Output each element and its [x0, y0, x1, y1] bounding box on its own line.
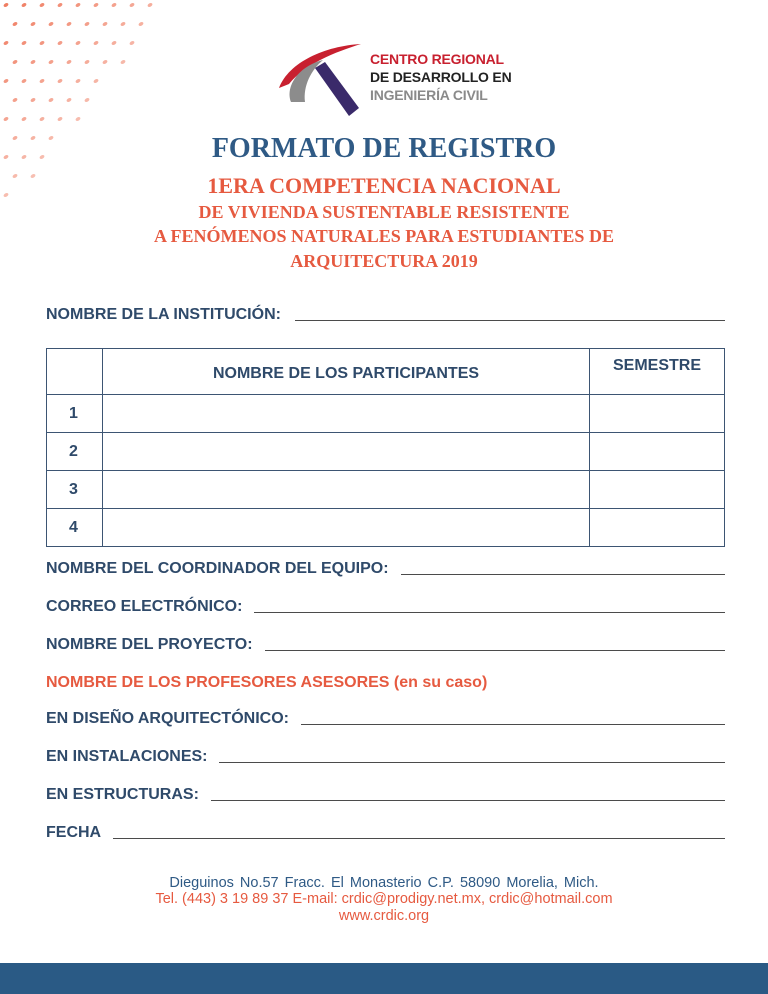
- decorative-dot: [39, 40, 45, 46]
- installations-advisor-field: [46, 748, 725, 766]
- decorative-dot: [147, 2, 153, 8]
- email-input-line[interactable]: [254, 612, 725, 613]
- date-field: [46, 824, 725, 842]
- footer-bar: [0, 963, 768, 994]
- decorative-dot: [48, 21, 54, 27]
- logo-line-1: CENTRO REGIONAL: [370, 51, 504, 67]
- decorative-dot: [3, 2, 9, 8]
- decorative-dot: [111, 40, 117, 46]
- installations-advisor-label: EN INSTALACIONES:: [46, 748, 208, 765]
- decorative-dot: [75, 40, 81, 46]
- row-number: 4: [47, 509, 103, 547]
- decorative-dot: [39, 2, 45, 8]
- decorative-dot: [120, 21, 126, 27]
- design-advisor-input-line[interactable]: [301, 724, 725, 725]
- row-number: 1: [47, 395, 103, 433]
- table-header-row: [47, 349, 725, 395]
- participant-name-cell[interactable]: [103, 395, 590, 433]
- decorative-dot: [102, 59, 108, 65]
- footer-address: Dieguinos No.57 Fracc. El Monasterio C.P. 58090 Morelia, Mich.: [169, 875, 599, 891]
- institution-label: NOMBRE DE LA INSTITUCIÓN:: [46, 306, 281, 323]
- semester-cell[interactable]: [590, 395, 725, 433]
- decorative-dot: [66, 59, 72, 65]
- participant-name-cell[interactable]: [103, 433, 590, 471]
- decorative-dot: [84, 21, 90, 27]
- project-field: [46, 636, 725, 654]
- email-label: CORREO ELECTRÓNICO:: [46, 598, 243, 615]
- logo-line-3: INGENIERÍA CIVIL: [370, 87, 488, 103]
- installations-advisor-input-line[interactable]: [219, 762, 725, 763]
- table-row: [47, 395, 725, 433]
- crdic-logo: [275, 40, 515, 120]
- email-field: [46, 598, 725, 616]
- decorative-dot: [93, 40, 99, 46]
- crdic-logo-icon: [275, 40, 370, 120]
- coordinator-input-line[interactable]: [401, 574, 725, 575]
- table-row: [47, 509, 725, 547]
- participant-name-cell[interactable]: [103, 471, 590, 509]
- competition-title: 1ERA COMPETENCIA NACIONAL: [207, 173, 561, 198]
- form-title: FORMATO DE REGISTRO: [211, 133, 557, 164]
- decorative-dot: [111, 2, 117, 8]
- decorative-dot: [57, 2, 63, 8]
- decorative-dot: [57, 40, 63, 46]
- decorative-dot: [93, 2, 99, 8]
- project-label: NOMBRE DEL PROYECTO:: [46, 636, 253, 653]
- decorative-dot: [120, 59, 126, 65]
- participant-name-cell[interactable]: [103, 509, 590, 547]
- decorative-dot: [30, 59, 36, 65]
- decorative-dot: [21, 78, 27, 84]
- table-row: [47, 471, 725, 509]
- competition-subtitle-line-3: ARQUITECTURA 2019: [290, 251, 478, 271]
- decorative-dot: [138, 21, 144, 27]
- decorative-dot: [12, 59, 18, 65]
- decorative-dot: [75, 2, 81, 8]
- decorative-dot: [102, 21, 108, 27]
- decorative-dot: [39, 78, 45, 84]
- coordinator-field: [46, 560, 725, 578]
- logo-wordmark: [370, 50, 511, 104]
- decorative-dot: [129, 40, 135, 46]
- decorative-dot: [48, 97, 54, 103]
- decorative-dot: [30, 21, 36, 27]
- decorative-dot: [39, 116, 45, 122]
- decorative-dot: [84, 97, 90, 103]
- row-number: 3: [47, 471, 103, 509]
- table-header-semester: SEMESTRE: [590, 349, 725, 395]
- decorative-dot: [3, 40, 9, 46]
- structures-advisor-input-line[interactable]: [211, 800, 725, 801]
- table-header-number: [47, 349, 103, 395]
- participants-table: [46, 348, 725, 547]
- decorative-dot: [12, 97, 18, 103]
- decorative-dot: [12, 21, 18, 27]
- semester-cell[interactable]: [590, 433, 725, 471]
- structures-advisor-field: [46, 786, 725, 804]
- decorative-dot: [21, 2, 27, 8]
- date-input-line[interactable]: [113, 838, 725, 839]
- decorative-dot: [75, 78, 81, 84]
- decorative-dot: [66, 97, 72, 103]
- institution-input-line[interactable]: [295, 320, 725, 321]
- table-header-participants: NOMBRE DE LOS PARTICIPANTES: [103, 349, 590, 395]
- decorative-dot: [21, 40, 27, 46]
- footer-website[interactable]: www.crdic.org: [338, 908, 430, 924]
- coordinator-label: NOMBRE DEL COORDINADOR DEL EQUIPO:: [46, 560, 389, 577]
- decorative-dot: [30, 97, 36, 103]
- table-row: [47, 433, 725, 471]
- decorative-dot: [3, 116, 9, 122]
- semester-cell[interactable]: [590, 509, 725, 547]
- row-number: 2: [47, 433, 103, 471]
- design-advisor-field: [46, 710, 725, 728]
- structures-advisor-label: EN ESTRUCTURAS:: [46, 786, 199, 803]
- decorative-dot: [57, 78, 63, 84]
- competition-subtitle-line-2: A FENÓMENOS NATURALES PARA ESTUDIANTES DE: [154, 226, 614, 246]
- advisors-heading: NOMBRE DE LOS PROFESORES ASESORES (en su caso): [46, 674, 488, 691]
- decorative-dot: [57, 116, 63, 122]
- decorative-dot: [84, 59, 90, 65]
- decorative-dot: [129, 2, 135, 8]
- date-label: FECHA: [46, 824, 102, 841]
- design-advisor-label: EN DISEÑO ARQUITECTÓNICO:: [46, 710, 289, 727]
- institution-field: [46, 306, 725, 324]
- project-input-line[interactable]: [265, 650, 725, 651]
- competition-subtitle-line-1: DE VIVIENDA SUSTENTABLE RESISTENTE: [198, 202, 570, 222]
- decorative-dot: [75, 116, 81, 122]
- decorative-dot: [21, 116, 27, 122]
- footer-contact: Tel. (443) 3 19 89 37 E-mail: crdic@prodigy.net.mx, crdic@hotmail.com: [155, 891, 613, 907]
- semester-cell[interactable]: [590, 471, 725, 509]
- logo-line-2: DE DESARROLLO EN: [370, 69, 512, 85]
- decorative-dot: [93, 78, 99, 84]
- decorative-dot: [66, 21, 72, 27]
- decorative-dot: [3, 78, 9, 84]
- decorative-dot: [48, 59, 54, 65]
